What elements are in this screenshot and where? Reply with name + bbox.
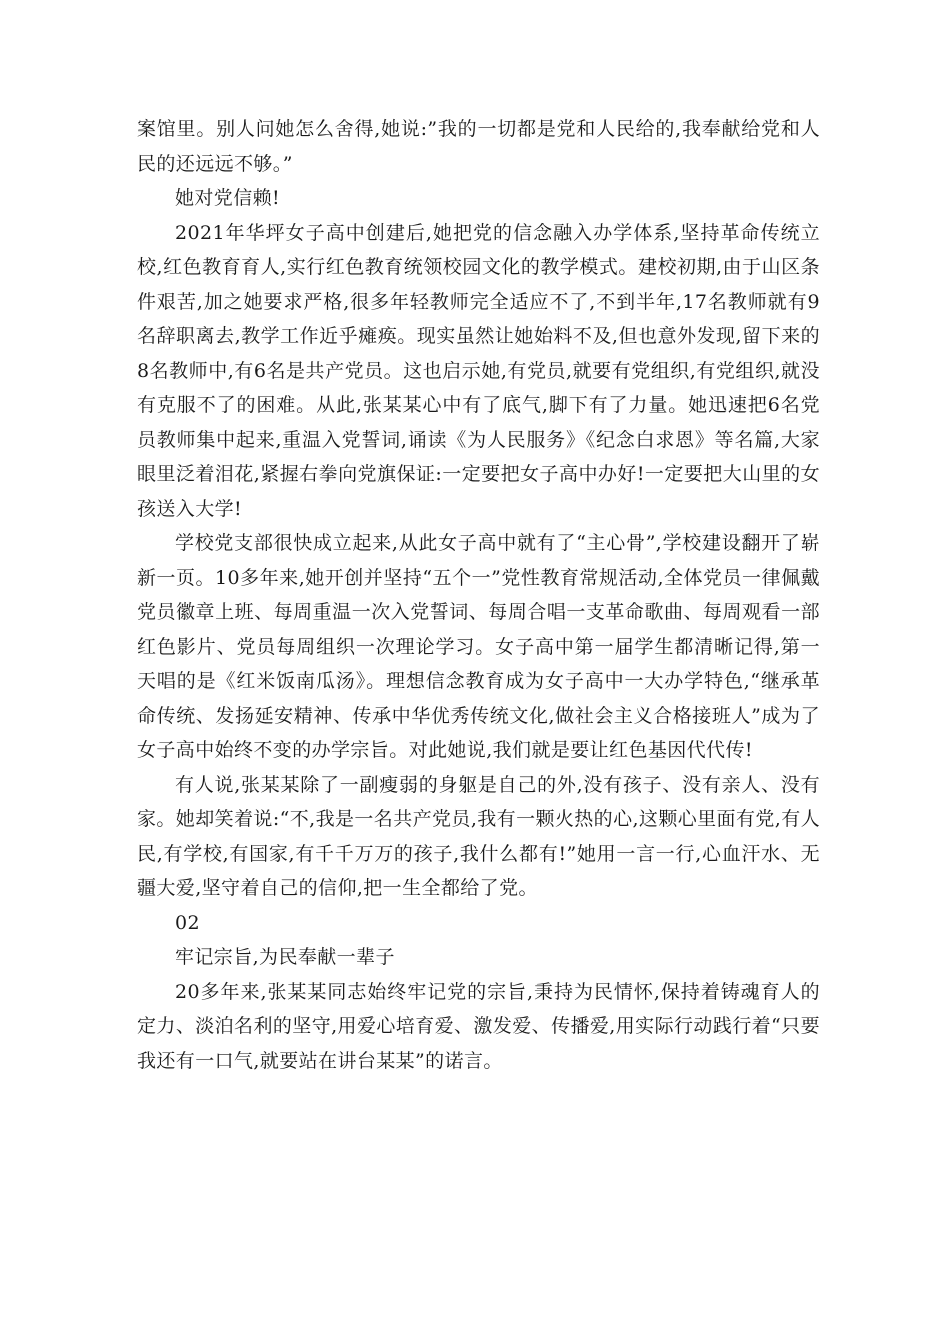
paragraph-school-founding: 2021年华坪女子高中创建后,她把党的信念融入办学体系,坚持革命传统立校,红色教育育人,实行红色教育统领校园文化的教学模式。建校初期,由于山区条件艰苦,加之她要求严格,很多年轻教师完全适应不了,不到半年,17名教师就有9名辞职离去,教学工作近乎瘫痪。现实虽然让她始料不及,但也意外发现,留下来的8名教师中,有6名是共产党员。这也启示她,有党员,就要有党组织,有党组织,就没有克服不了的困难。从此,张某某心中有了底气,脚下有了力量。她迅速把6名党员教师集中起来,重温入党誓词,诵读《为人民服务》《纪念白求恩》等名篇,大家眼里泛着泪花,紧握右拳向党旗保证:一定要把女子高中办好!一定要把大山里的女孩送入大学! — [137, 221, 820, 520]
paragraph-heading-trust: 她对党信赖! — [175, 187, 281, 209]
paragraph-mission: 20多年来,张某某同志始终牢记党的宗旨,秉持为民情怀,保持着铸魂育人的定力、淡泊名利的坚守,用爱心培育爱、激发爱、传播爱,用实际行动践行着“只要我还有一口气,就要站在讲台某某”的诺言。 — [137, 980, 820, 1072]
paragraph-party-branch: 学校党支部很快成立起来,从此女子高中就有了“主心骨”,学校建设翻开了崭新一页。10多年来,她开创并坚持“五个一”党性教育常规活动,全体党员一律佩戴党员徽章上班、每周重温一次入党誓词、每周合唱一支革命歌曲、每周观看一部红色影片、党员每周组织一次理论学习。女子高中第一届学生都清晰记得,第一天唱的是《红米饭南瓜汤》。理想信念教育成为女子高中一大办学特色,“继承革命传统、发扬延安精神、传承中华优秀传统文化,做社会主义合格接班人”成为了女子高中始终不变的办学宗旨。对此她说,我们就是要让红色基因代代传! — [137, 532, 820, 761]
paragraph-continuation: 案馆里。别人问她怎么舍得,她说:”我的一切都是党和人民给的,我奉献给党和人民的还远远不够。” — [137, 118, 820, 175]
section-title: 牢记宗旨,为民奉献一辈子 — [175, 946, 395, 968]
section-number: 02 — [175, 911, 200, 934]
paragraph-devotion: 有人说,张某某除了一副瘦弱的身躯是自己的外,没有孩子、没有亲人、没有家。她却笑着说:“不,我是一名共产党员,我有一颗火热的心,这颗心里面有党,有人民,有学校,有国家,有千千万万的孩子,我什么都有!”她用一言一行,心血汗水、无疆大爱,坚守着自己的信仰,把一生全都给了党。 — [137, 773, 820, 899]
document-body — [137, 112, 820, 1078]
